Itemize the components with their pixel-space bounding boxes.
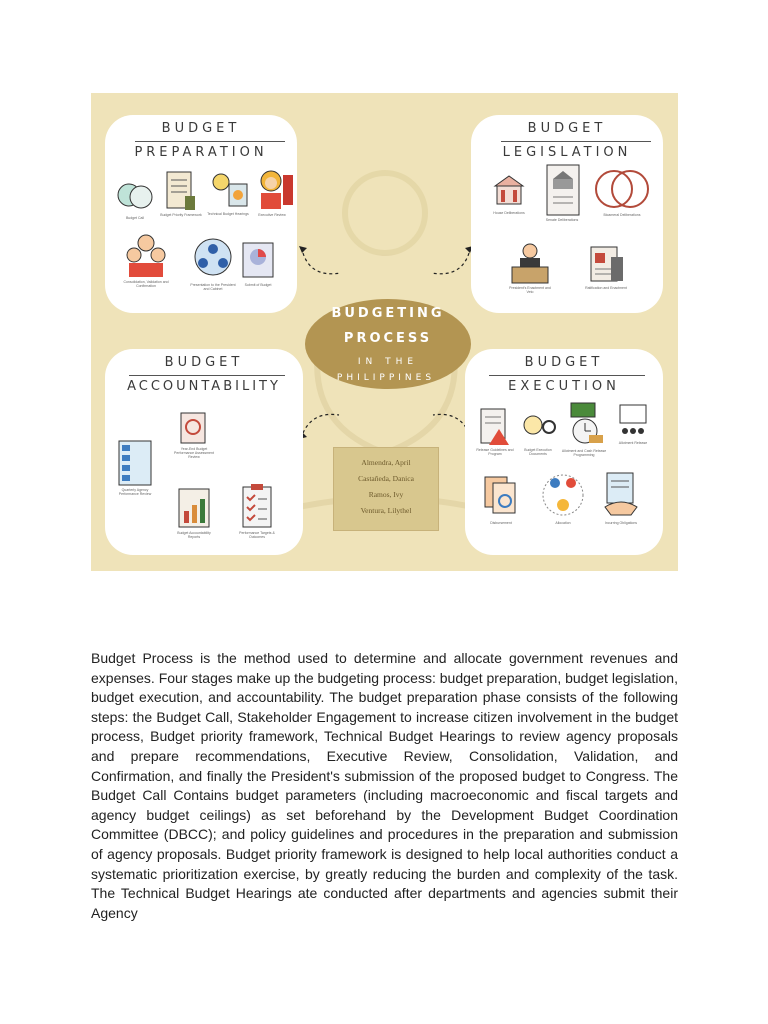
accountability-title-2: ACCOUNTABILITY — [127, 379, 281, 394]
legislation-caption-4: President's Enactment and Veto — [509, 286, 551, 294]
bicameral-deliberations-icon — [593, 167, 651, 211]
preparation-caption-3: Technical Budget Hearings — [207, 212, 249, 216]
execution-caption-1: Release Guidelines and Program — [476, 448, 514, 456]
author-name: Ramos, Ivy — [368, 490, 404, 499]
budgeting-process-infographic — [91, 93, 678, 571]
preparation-caption-7: Submit of Budget — [244, 283, 272, 287]
executive-review-icon — [255, 167, 295, 211]
center-subtitle-in-the: IN THE — [357, 357, 419, 367]
center-subtitle-philippines: PHILIPPINES — [336, 373, 436, 383]
preparation-title-1: BUDGET — [161, 121, 241, 136]
year-end-review-icon — [175, 411, 211, 445]
body-paragraph: Budget Process is the method used to determine and allocate government revenues and expenses. Four stages make up the budgeting process: budget preparation, budget legislation, budget execution, and accountability. The budget preparation phase consists of the following steps: the Budget Call, Stakeholder Engagement to increase citizen involvement in the budget process, Budget priority framework, Technical Budget Hearings to review agency proposals and prepare recommendations, Executive Review, Consolidation, Validation, and Confirmation, and finally the President's submission of the proposed budget to Congress. The Budget Call Contains budget parameters (including macroeconomic and fiscal targets and agency budget ceilings) as set beforehand by the Development Budget Coordination Committee (DBCC); and policy guidelines and procedures in the preparation and submission of agency proposals. Budget priority framework is designed to help local authorities conduct a systematic prioritization exercise, by greatly reducing the burden and complexity of the task. The Technical Budget Hearings ate conducted after departments and agencies submit their Agency — [91, 650, 678, 921]
legislation-caption-2: Senate Deliberations — [545, 218, 579, 222]
quarterly-review-icon — [117, 439, 153, 487]
legislation-caption-5: Ratification and Enactment — [585, 286, 627, 290]
ratification-icon — [587, 243, 627, 285]
execution-caption-6: Allocation — [555, 521, 571, 525]
submission-icon — [239, 241, 279, 281]
execution-caption-7: Incurring Obligations — [604, 521, 638, 525]
disbursement-icon — [483, 475, 519, 517]
accountability-caption-4: Performance Targets & Outcomes — [239, 531, 275, 539]
house-deliberations-icon — [489, 170, 529, 210]
allocation-icon — [541, 471, 585, 519]
legislation-title-2: LEGISLATION — [502, 145, 632, 160]
allotment-cash-icon — [565, 401, 605, 447]
center-title-process: PROCESS — [343, 331, 433, 346]
budget-accountability-card — [105, 349, 303, 555]
president-enactment-icon — [509, 241, 551, 285]
execution-rule — [489, 375, 645, 376]
presentation-icon — [193, 237, 233, 281]
execution-caption-5: Disbursement — [490, 521, 512, 525]
preparation-caption-1: Budget Call — [125, 216, 145, 220]
incurring-obligations-icon — [601, 471, 641, 517]
consolidation-icon — [125, 233, 167, 279]
author-name: Castañeda, Danica — [358, 474, 414, 483]
budget-execution-card — [465, 349, 663, 555]
execution-title-2: EXECUTION — [508, 379, 620, 394]
execution-title-1: BUDGET — [524, 355, 604, 370]
execution-caption-4: Allotment Release — [618, 441, 648, 445]
preparation-caption-6: Presentation to the President and Cabinet — [190, 283, 236, 291]
author-name: Almendra, April — [361, 458, 411, 467]
senate-deliberations-icon — [543, 163, 583, 217]
center-title-budgeting: BUDGETING — [331, 306, 445, 321]
release-guidelines-icon — [477, 407, 513, 447]
authors-box — [333, 447, 439, 531]
allotment-release-icon — [617, 403, 649, 439]
legislation-caption-1: House Deliberations — [493, 211, 525, 215]
preparation-caption-4: Executive Review — [258, 213, 286, 217]
performance-targets-icon — [239, 483, 275, 529]
preparation-title-2: PREPARATION — [134, 145, 268, 160]
legislation-caption-3: Bicameral Deliberations — [603, 213, 641, 217]
accountability-rule — [129, 375, 285, 376]
accountability-caption-3: Budget Accountability Reports — [177, 531, 211, 539]
budget-legislation-card — [471, 115, 663, 313]
budget-reports-icon — [175, 487, 213, 529]
accountability-caption-1: Quarterly Agency Performance Review — [118, 488, 152, 496]
execution-caption-2: Budget Execution Documents — [524, 448, 552, 456]
preparation-rule — [135, 141, 285, 142]
accountability-title-1: BUDGET — [164, 355, 244, 370]
budget-preparation-card — [105, 115, 297, 313]
preparation-caption-2: Budget Priority Framework — [160, 213, 202, 217]
priority-framework-icon — [163, 170, 199, 212]
budget-call-icon — [115, 175, 155, 215]
preparation-caption-5: Consolidation, Validation and Confirmation — [123, 280, 169, 288]
execution-caption-3: Allotment and Cash Release Programming — [561, 449, 607, 457]
author-name: Ventura, Lilythel — [360, 506, 412, 515]
accountability-caption-2: Year-End Budget Performance Assessment Review — [174, 447, 214, 459]
legislation-rule — [501, 141, 651, 142]
execution-documents-icon — [517, 407, 557, 445]
legislation-title-1: BUDGET — [527, 121, 607, 136]
technical-hearings-icon — [209, 170, 249, 210]
